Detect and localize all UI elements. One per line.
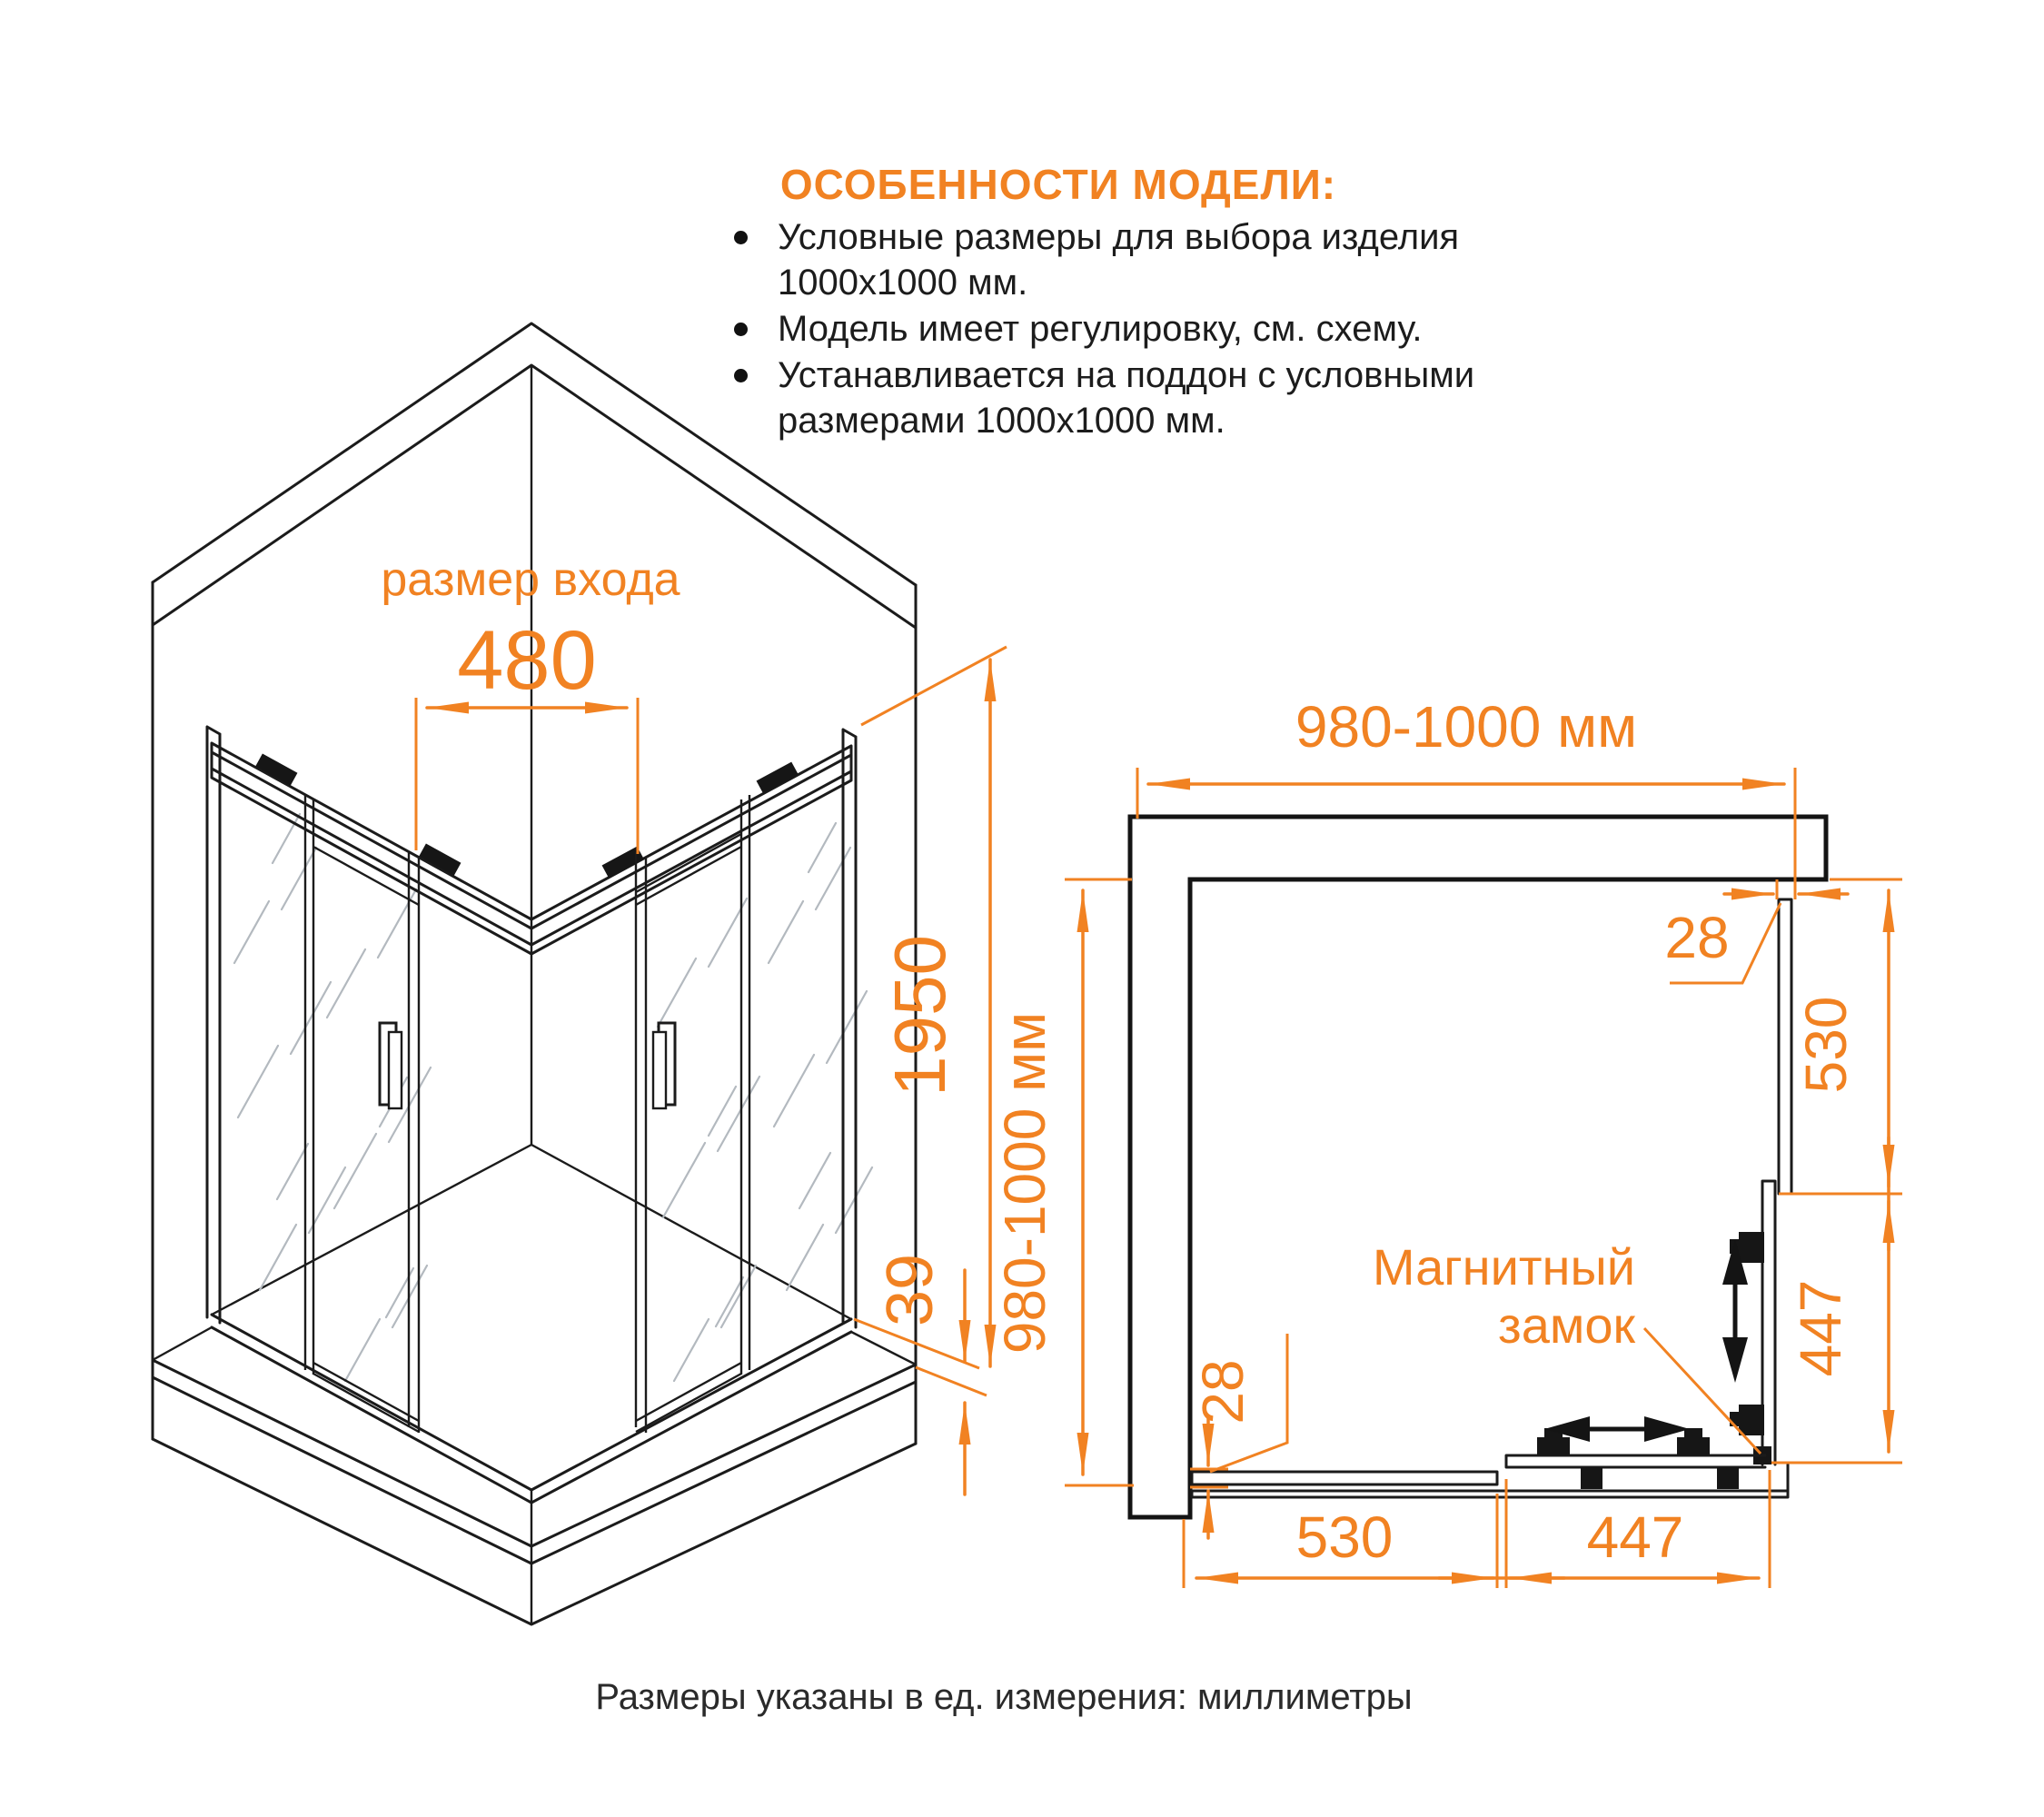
entrance-size-label: размер входа xyxy=(381,553,680,606)
right-fixed-panel-value: 530 xyxy=(1793,996,1859,1094)
door-stile-right xyxy=(636,852,646,1433)
entrance-width-value: 480 xyxy=(457,614,597,707)
door-foot xyxy=(1581,1467,1602,1489)
door-roller xyxy=(1677,1437,1710,1455)
page-title: ОСОБЕННОСТИ МОДЕЛИ: xyxy=(779,161,1337,208)
door-clamp xyxy=(1730,1412,1741,1426)
door-bars-right xyxy=(636,834,741,1432)
feature-item: Устанавливается на поддон с условными размерами 1000x1000 мм. xyxy=(727,352,1590,443)
feature-item: Условные размеры для выбора изделия 1000x1000 мм. xyxy=(727,214,1590,305)
door-stile-left xyxy=(409,852,419,1433)
wall-profile-left xyxy=(207,727,220,1323)
rail-right xyxy=(531,746,851,954)
glass-hatch-right-door xyxy=(658,899,759,1381)
shower-tray xyxy=(153,1315,916,1624)
feature-item: Модель имеет регулировку, см. схему. xyxy=(727,306,1590,352)
door-handle-right xyxy=(653,1023,675,1108)
iso-dimensions xyxy=(381,553,1007,1494)
plan-bottom-fixed-panel xyxy=(1192,1472,1497,1484)
tray-height-value: 39 xyxy=(874,1253,947,1327)
plan-bottom-door xyxy=(1506,1455,1765,1467)
door-foot xyxy=(1717,1467,1739,1489)
magnet-label-line1: Магнитный xyxy=(1372,1238,1635,1296)
wall-outer-verticals xyxy=(153,582,916,1444)
roller-hardware xyxy=(757,762,799,794)
plan-view xyxy=(992,694,1902,1588)
profile-gap-bottom-value: 28 xyxy=(1190,1359,1255,1425)
glass-hatch-left-door xyxy=(327,889,431,1381)
bottom-door-value: 447 xyxy=(1586,1504,1684,1570)
door-handle-left xyxy=(380,1023,402,1108)
profile-gap-top-value: 28 xyxy=(1664,905,1730,970)
magnet-label-line2: замок xyxy=(1498,1296,1635,1354)
door-roller xyxy=(1537,1437,1570,1455)
units-caption: Размеры указаны в ед. измерения: миллиметры xyxy=(595,1677,1413,1717)
glass-hatch-left-fixed xyxy=(234,814,345,1290)
height-value: 1950 xyxy=(879,935,960,1097)
floor-edges xyxy=(212,1145,851,1319)
bottom-fixed-panel-value: 530 xyxy=(1295,1504,1394,1570)
rail-left xyxy=(212,743,531,954)
overall-depth-value: 980-1000 мм xyxy=(992,1011,1057,1355)
overall-width-value: 980-1000 мм xyxy=(1295,694,1638,760)
plan-right-fixed-panel xyxy=(1779,899,1791,1194)
right-door-value: 447 xyxy=(1788,1279,1853,1377)
fixed-panel-edge-left xyxy=(305,795,313,1375)
door-clamp xyxy=(1739,1405,1764,1435)
isometric-view xyxy=(153,323,1007,1624)
plan-right-door xyxy=(1762,1181,1775,1465)
door-clamp xyxy=(1739,1232,1764,1263)
